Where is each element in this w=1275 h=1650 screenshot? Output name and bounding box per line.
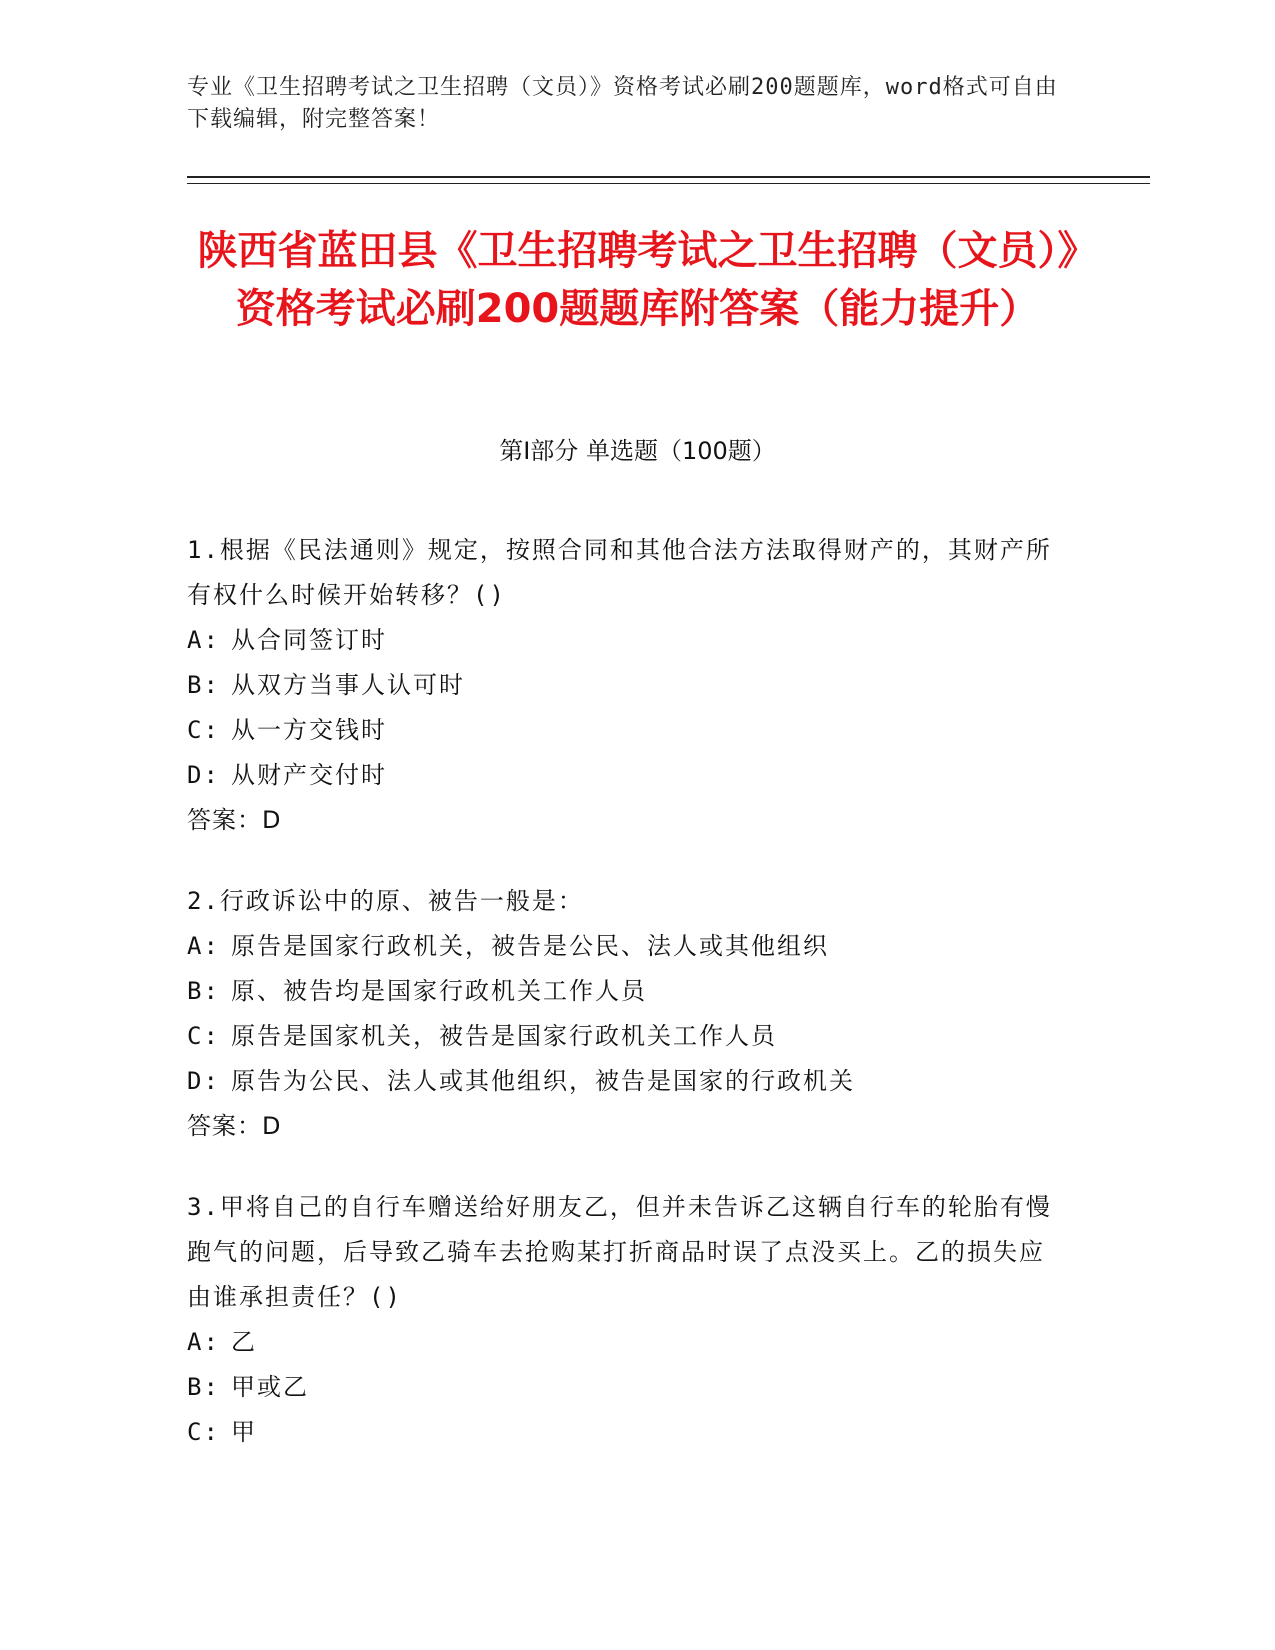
option-key: B:	[187, 1373, 220, 1401]
option-key: A:	[187, 1328, 220, 1356]
option-text: 原告为公民、法人或其他组织，被告是国家的行政机关	[231, 1067, 855, 1095]
question-2	[187, 879, 1067, 1149]
option-key: D:	[187, 1067, 220, 1095]
option-d	[187, 1059, 1067, 1104]
option-c	[187, 708, 1067, 753]
option-key: B:	[187, 977, 220, 1005]
answer-line: 答案：D	[187, 1112, 282, 1140]
option-a	[187, 1320, 1067, 1365]
option-text: 原、被告均是国家行政机关工作人员	[231, 977, 647, 1005]
option-b	[187, 969, 1067, 1014]
option-text: 从一方交钱时	[231, 716, 387, 744]
header-divider-thin	[187, 183, 1150, 184]
option-key: A:	[187, 932, 220, 960]
answer-line: 答案：D	[187, 806, 282, 834]
question-1	[187, 528, 1067, 843]
document-title: 陕西省蓝田县《卫生招聘考试之卫生招聘（文员）》资格考试必刷200题题库附答案（能力提升）	[197, 228, 1078, 332]
option-text: 从合同签订时	[231, 626, 387, 654]
option-text: 乙	[231, 1328, 257, 1356]
option-key: B:	[187, 671, 220, 699]
option-b	[187, 1365, 1067, 1410]
question-list	[187, 528, 1067, 1491]
option-key: A:	[187, 626, 220, 654]
option-text: 甲或乙	[231, 1373, 309, 1401]
option-text: 原告是国家行政机关，被告是公民、法人或其他组织	[231, 932, 829, 960]
option-a	[187, 924, 1067, 969]
section-heading: 第I部分 单选题（100题）	[499, 437, 776, 465]
option-key: D:	[187, 761, 220, 789]
option-a	[187, 618, 1067, 663]
question-stem: 2.行政诉讼中的原、被告一般是：	[187, 887, 584, 915]
question-stem: 3.甲将自己的自行车赠送给好朋友乙，但并未告诉乙这辆自行车的轮胎有慢跑气的问题，后导致乙骑车去抢购某打折商品时误了点没买上。乙的损失应由谁承担责任？()	[187, 1193, 1052, 1311]
option-c	[187, 1410, 1067, 1455]
option-b	[187, 663, 1067, 708]
option-text: 从财产交付时	[231, 761, 387, 789]
question-3	[187, 1185, 1067, 1455]
option-text: 甲	[231, 1418, 257, 1446]
option-key: C:	[187, 1022, 220, 1050]
option-text: 从双方当事人认可时	[231, 671, 465, 699]
header-divider-thick	[187, 176, 1150, 178]
option-c	[187, 1014, 1067, 1059]
question-stem: 1.根据《民法通则》规定，按照合同和其他合法方法取得财产的，其财产所有权什么时候开始转移？()	[187, 536, 1052, 609]
option-key: C:	[187, 716, 220, 744]
option-d	[187, 753, 1067, 798]
header-note: 专业《卫生招聘考试之卫生招聘（文员）》资格考试必刷200题题库，word格式可自由下载编辑，附完整答案！	[187, 75, 1058, 132]
option-text: 原告是国家机关，被告是国家行政机关工作人员	[231, 1022, 777, 1050]
option-key: C:	[187, 1418, 220, 1446]
